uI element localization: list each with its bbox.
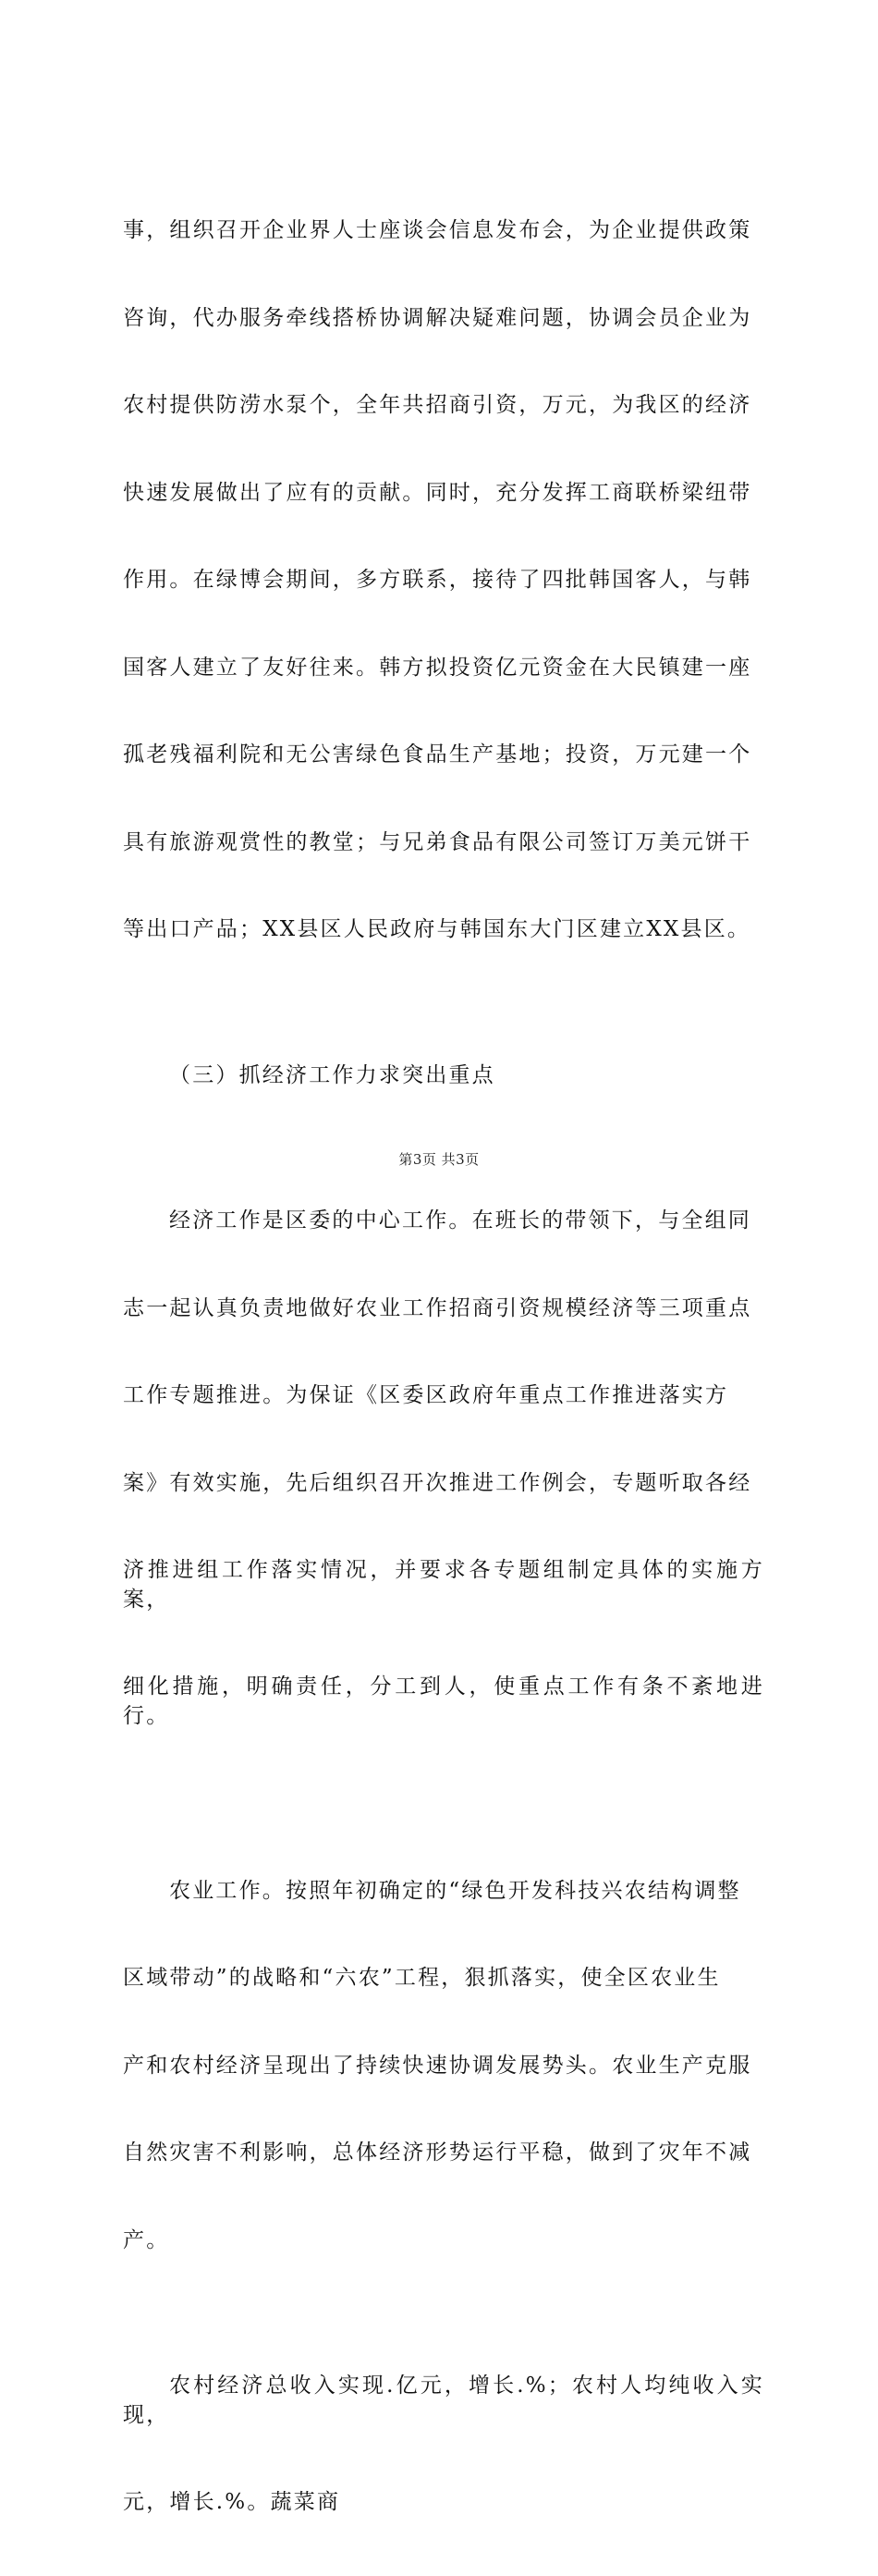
text-line: 农村提供防涝水泵个，全年共招商引资，万元，为我区的经济 [123,393,752,417]
section-heading-text: （三）抓经济工作力求突出重点 [169,1062,495,1087]
text-line: 等出口产品；XX县区人民政府与韩国东大门区建立XX县区。 [123,917,751,941]
text-line: 区域带动”的战略和“六农”工程，狠抓落实，使全区农业生 [123,1966,721,1990]
text-line: 农业工作。按照年初确定的“绿色开发科技兴农结构调整 [169,1878,741,1903]
paragraph-economic-work [123,1148,764,1789]
text-line: 元，增长.%。蔬菜商 [123,2490,341,2514]
text-line: 济推进组工作落实情况，并要求各专题组制定具体的实施方案， [123,1558,764,1612]
text-line: 事，组织召开企业界人士座谈会信息发布会，为企业提供政策 [123,218,752,242]
paragraph-agriculture-work [123,1819,764,2314]
section-heading [123,1003,764,1149]
text-line: 经济工作是区委的中心工作。在班长的带领下，与全组同 [169,1208,751,1233]
paragraph-merchants-work [123,158,764,1003]
text-line: 农村经济总收入实现.亿元，增长.%；农村人均纯收入实现， [123,2374,764,2427]
text-line: 产。 [123,2227,170,2252]
text-line: 自然灾害不利影响，总体经济形势运行平稳，做到了灾年不减 [123,2141,752,2165]
paragraph-rural-income [123,2313,764,2576]
document-body [123,158,764,2576]
paragraph-gap [123,1789,764,1819]
text-line: 具有旅游观赏性的教堂；与兄弟食品有限公司签订万美元饼干 [123,829,752,854]
text-line: 国客人建立了友好往来。韩方拟投资亿元资金在大民镇建一座 [123,655,752,680]
page-number-footer: 第3页 共3页 [398,1151,480,1168]
text-line: 志一起认真负责地做好农业工作招商引资规模经济等三项重点 [123,1295,752,1320]
text-line: 孤老残福利院和无公害绿色食品生产基地；投资，万元建一个 [123,742,752,767]
text-line: 案》有效实施，先后组织召开次推进工作例会，专题听取各经 [123,1470,752,1495]
text-line: 细化措施，明确责任，分工到人，使重点工作有条不紊地进行。 [123,1674,764,1728]
text-line: 作用。在绿博会期间，多方联系，接待了四批韩国客人，与韩 [123,568,752,592]
text-line: 快速发展做出了应有的贡献。同时，充分发挥工商联桥梁纽带 [123,480,752,505]
text-line: 工作专题推进。为保证《区委区政府年重点工作推进落实方 [123,1383,729,1407]
text-line: 咨询，代办服务牵线搭桥协调解决疑难问题，协调会员企业为 [123,305,752,330]
text-line: 产和农村经济呈现出了持续快速协调发展势头。农业生产克服 [123,2053,752,2078]
